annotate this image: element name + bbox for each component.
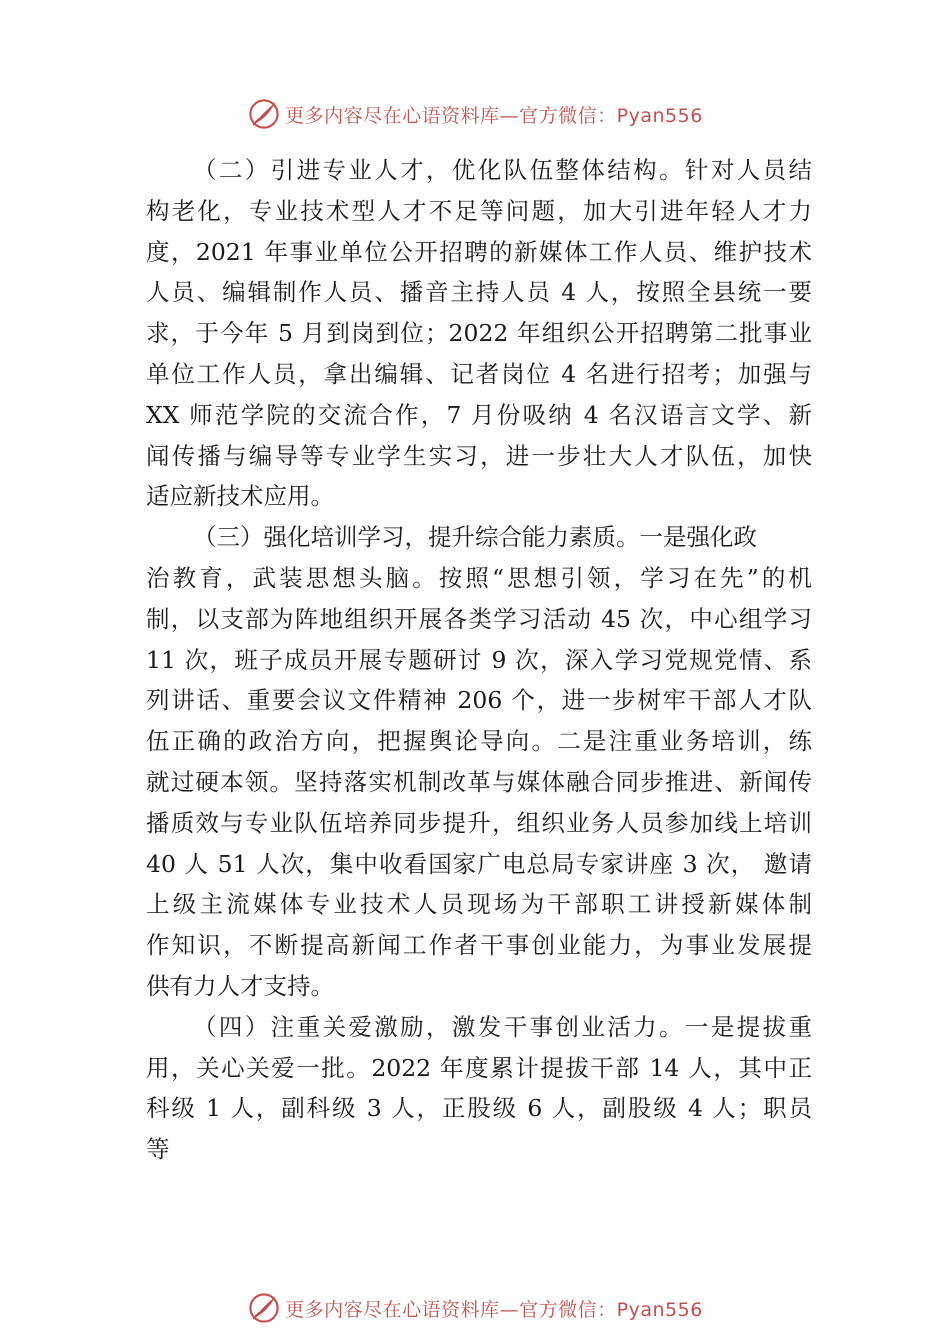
document-body <box>146 150 812 1170</box>
text-line: 构老化，专业技术型人才不足等问题，加大引进年轻人才力 <box>146 196 812 225</box>
text-line: 上级主流媒体专业技术人员现场为干部职工讲授新媒体制 <box>146 890 812 919</box>
feather-pen-icon <box>247 97 281 131</box>
text-line: 就过硬本领。坚持落实机制改革与媒体融合同步推进、新闻传 <box>146 767 812 796</box>
text-line: 单位工作人员，拿出编辑、记者岗位 4 名进行招考；加强与 <box>146 359 812 388</box>
text-line: 播质效与专业队伍培养同步提升，组织业务人员参加线上培训 <box>146 808 812 837</box>
text-line: 求，于今年 5 月到岗到位；2022 年组织公开招聘第二批事业 <box>146 319 812 348</box>
banner-text: 更多内容尽在心语资料库—官方微信：Pyan556 <box>285 1298 703 1321</box>
footer-banner <box>0 1290 950 1326</box>
text-line: （三）强化培训学习，提升综合能力素质。一是强化政 <box>193 523 757 552</box>
banner-contact: Pyan556 <box>616 1298 703 1321</box>
text-line: 等 <box>146 1135 170 1164</box>
text-line: XX 师范学院的交流合作，7 月份吸纳 4 名汉语言文学、新 <box>146 400 812 429</box>
text-line: 人员、编辑制作人员、播音主持人员 4 人，按照全县统一要 <box>146 278 812 307</box>
text-line: 40 人 51 人次，集中收看国家广电总局专家讲座 3 次， 邀请 <box>146 849 812 878</box>
text-line: （四）注重关爱激励，激发干事创业活力。一是提拔重 <box>193 1012 812 1041</box>
text-line: （二）引进专业人才，优化队伍整体结构。针对人员结 <box>193 156 812 184</box>
text-line: 治教育，武装思想头脑。按照“思想引领，学习在先”的机 <box>146 563 812 592</box>
text-line: 用，关心关爱一批。2022 年度累计提拔干部 14 人，其中正 <box>146 1053 812 1082</box>
text-line: 制，以支部为阵地组织开展各类学习活动 45 次，中心组学习 <box>146 604 812 633</box>
banner-text: 更多内容尽在心语资料库—官方微信：Pyan556 <box>285 104 703 127</box>
text-line: 作知识，不断提高新闻工作者干事创业能力，为事业发展提 <box>146 931 812 960</box>
text-line: 伍正确的政治方向，把握舆论导向。二是注重业务培训，练 <box>146 727 812 756</box>
text-line: 供有力人才支持。 <box>146 971 334 1000</box>
feather-pen-icon <box>247 1291 281 1325</box>
text-line: 科级 1 人，副科级 3 人，正股级 6 人，副股级 4 人；职员 <box>146 1094 812 1123</box>
text-line: 度，2021 年事业单位公开招聘的新媒体工作人员、维护技术 <box>146 237 812 266</box>
text-line: 适应新技术应用。 <box>146 482 334 511</box>
text-line: 列讲话、重要会议文件精神 206 个，进一步树牢干部人才队 <box>146 686 812 715</box>
header-banner <box>0 96 950 132</box>
text-line: 闻传播与编导等专业学生实习，进一步壮大人才队伍，加快 <box>146 441 812 470</box>
banner-contact: Pyan556 <box>616 104 703 127</box>
text-line: 11 次，班子成员开展专题研讨 9 次，深入学习党规党情、系 <box>146 645 812 674</box>
